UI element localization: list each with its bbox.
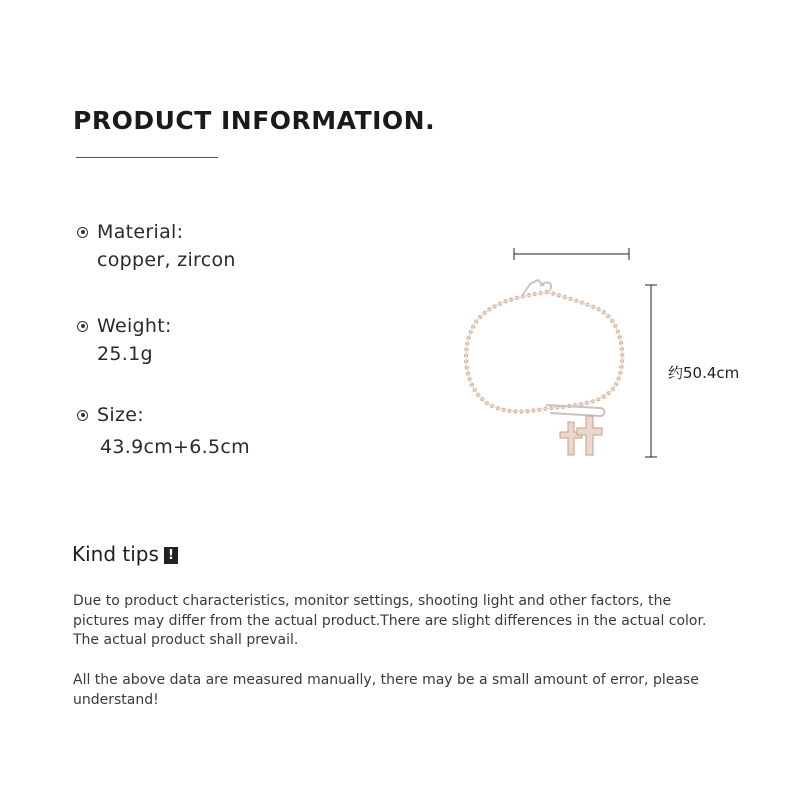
length-label: 约50.4cm bbox=[668, 364, 740, 382]
safety-pin bbox=[546, 405, 605, 416]
necklace-illustration bbox=[450, 240, 770, 470]
spec-weight-label: Weight: bbox=[97, 315, 172, 337]
spec-size bbox=[77, 403, 250, 458]
spec-material-value: copper, zircon bbox=[97, 249, 236, 271]
spec-weight bbox=[77, 314, 172, 365]
tips-title bbox=[72, 542, 178, 566]
bullet-icon bbox=[77, 321, 88, 332]
title-divider bbox=[76, 157, 218, 158]
tip-paragraph: All the above data are measured manually, there may be a small amount of error, please understand! bbox=[73, 672, 699, 708]
page-title: PRODUCT INFORMATION. bbox=[73, 106, 436, 135]
product-image bbox=[450, 240, 770, 470]
tip-paragraph: Due to product characteristics, monitor settings, shooting light and other factors, the pictures may differ from the actual product.There are slight differences in the actual color. The actual product shall prevail. bbox=[73, 593, 707, 648]
tips-title-text: Kind tips bbox=[72, 542, 159, 566]
cross-pendant-right bbox=[577, 416, 602, 455]
spec-material bbox=[77, 220, 236, 271]
bullet-icon bbox=[77, 227, 88, 238]
exclamation-icon: ! bbox=[164, 547, 178, 564]
spec-size-value: 43.9cm+6.5cm bbox=[100, 436, 250, 458]
spec-material-label: Material: bbox=[97, 221, 184, 243]
bullet-icon bbox=[77, 410, 88, 421]
spec-weight-value: 25.1g bbox=[97, 343, 153, 365]
cross-pendant-left bbox=[560, 422, 582, 455]
spec-size-label: Size: bbox=[97, 404, 144, 426]
chain-highlight bbox=[466, 292, 622, 411]
